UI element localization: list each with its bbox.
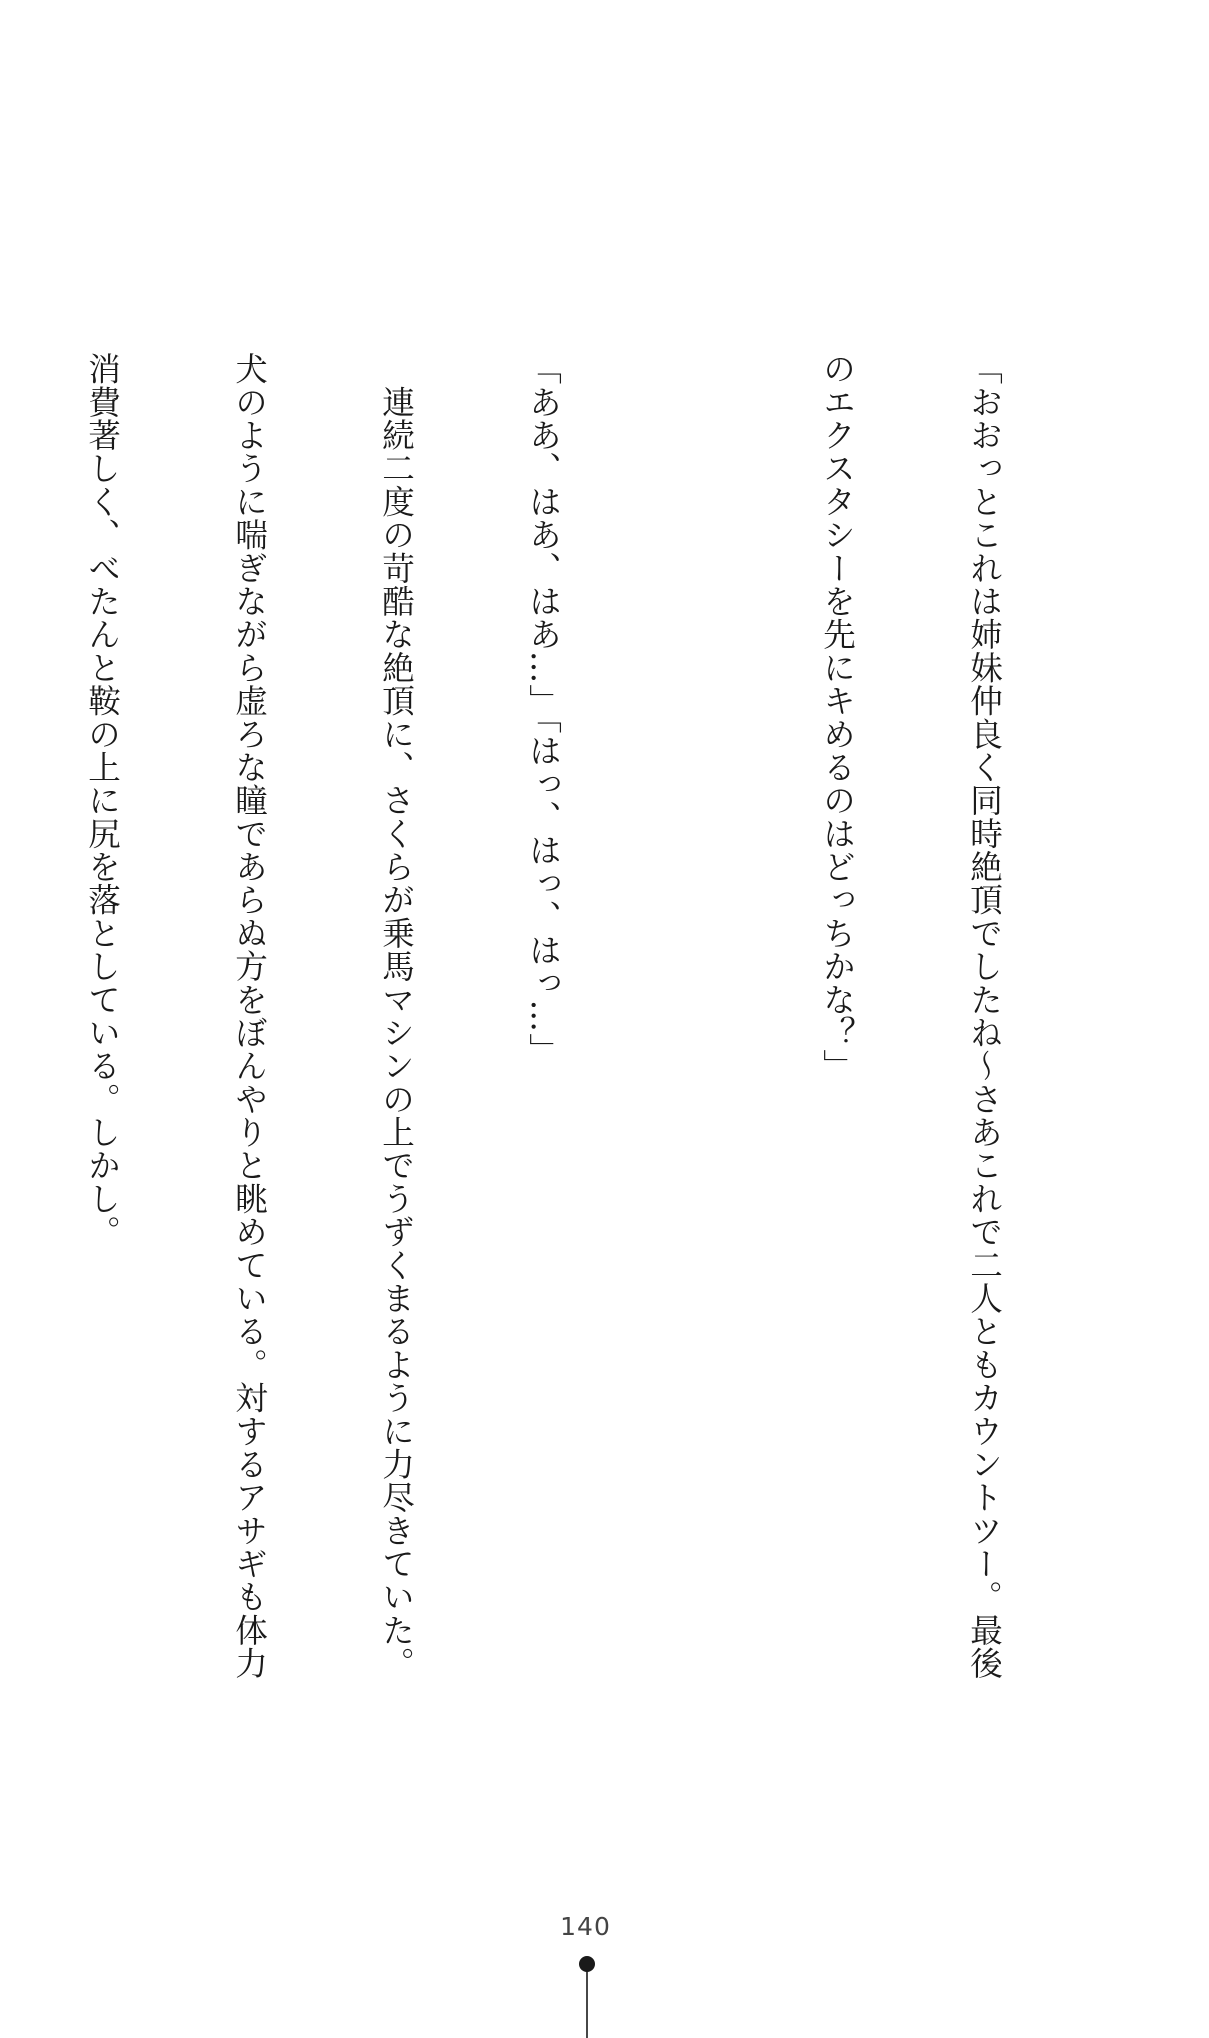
- vertical-text-body: [83, 352, 1106, 1972]
- page-footer: [0, 1912, 1209, 1941]
- text-line: のエクスタシーを先にキめるのはどっちかな？」: [818, 352, 856, 1083]
- text-line: 「おおっとこれは姉妹仲良く同時絶頂でしたね〜さあこれで二人ともカウントツー。最後: [965, 352, 1003, 1680]
- text-line: 「ああ、はあ、はあ…」「はっ、はっ、はっ…」: [524, 352, 562, 1066]
- page-ornament-icon: [577, 1954, 597, 2038]
- text-line: 消費著しく、べたんと鞍の上に尻を落としている。しかし。: [83, 352, 121, 1249]
- text-line: 連続二度の苛酷な絶頂に、さくらが乗馬マシンの上でうずくまるように力尽きていた。: [377, 352, 415, 1680]
- text-line: 犬のように喘ぎながら虚ろな瞳であらぬ方をぼんやりと眺めている。対するアサギも体力: [230, 352, 268, 1680]
- page-number: 140: [560, 1912, 611, 1941]
- text-line: [665, 352, 714, 1972]
